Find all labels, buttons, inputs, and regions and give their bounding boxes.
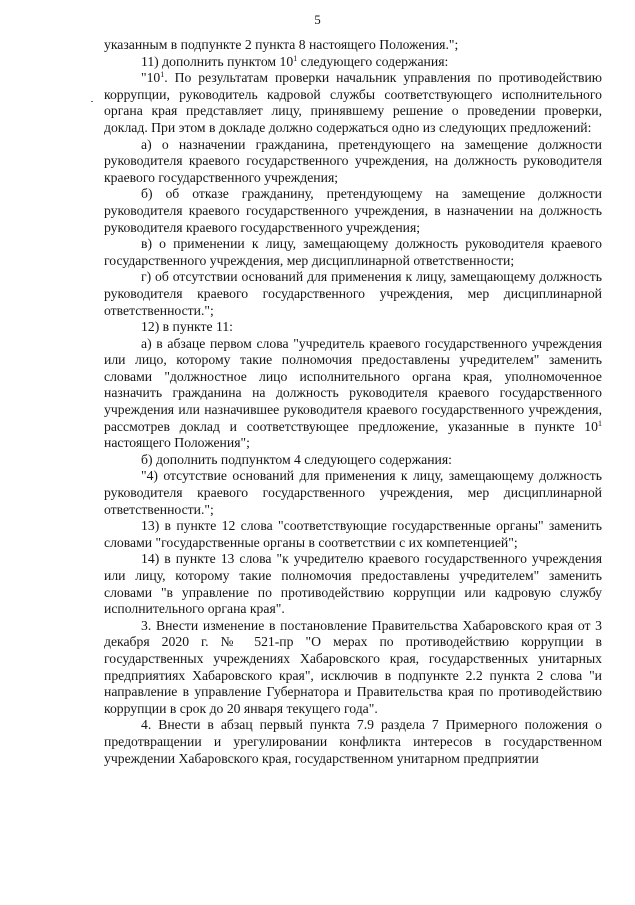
paragraph: "$10^1$. По результатам проверки начальник управления по противодействию коррупции, руководитель кадровой службы соответствующего исполнительного органа края представляет лицу, принявшему решение о проведении проверки, доклад. При этом в докладе должно содержаться одно из следующих предложений: <box>104 70 602 135</box>
paragraph: 13) в пункте 12 слова "соответствующие государственные органы" заменить словами "государственные органы в соответствии с их компетенцией"; <box>104 518 602 550</box>
paragraph: 3. Внести изменение в постановление Правительства Хабаровского края от 3 декабря 2020 г. № 521-пр "О мерах по противодействию коррупции в государственных учреждениях Хабаровского края, государственных унитарных предприятиях Хабаровского края", исключив в подпункте 2.2 пункта 2 слова "и направление в управление Губернатора и Правительства края по противодействию коррупции в срок до 20 января текущего года". <box>104 617 602 716</box>
document-body <box>104 37 602 767</box>
paragraph: "4) отсутствие оснований для применения к лицу, замещающему должность руководителя краевого государственного учреждения, мер дисциплинарной ответственности."; <box>104 468 602 517</box>
paragraph: 12) в пункте 11: <box>141 319 233 335</box>
paragraph: 4. Внести в абзац первый пункта 7.9 раздела 7 Примерного положения о предотвращении и урегулировании конфликта интересов в государственном учреждении Хабаровского края, государственном унитарном предприятии <box>104 717 602 766</box>
superscript: 1 <box>598 418 602 428</box>
paragraph: указанным в подпункте 2 пункта 8 настоящего Положения."; <box>104 37 459 52</box>
superscript: 1 <box>293 53 298 63</box>
paragraph: б) дополнить подпунктом 4 следующего содержания: <box>141 451 452 467</box>
paragraph: а) в абзаце первом слова "учредитель краевого государственного учреждения или лицо, которому такие полномочия предоставлены учредителем" заменить словами "должностное лицо исполнительного органа края, уполномоченное назначить гражданина на должность руководителя краевого государственного учреждения или назначившее руководителя краевого государственного учреждения, рассмотрев доклад и соответствующее предложение, указанные в пункте $10^1$ настоящего Положения"; <box>104 335 602 451</box>
page-number: 5 <box>314 12 321 27</box>
superscript: 1 <box>160 70 165 80</box>
paragraph: в) о применении к лицу, замещающему должность руководителя краевого государственного учреждения, мер дисциплинарной ответственности; <box>104 236 602 268</box>
paragraph: б) об отказе гражданину, претендующему на замещение должности руководителя краевого государственного учреждения, в назначении на должность руководителя краевого государственного учреждения; <box>104 186 602 235</box>
paragraph: а) о назначении гражданина, претендующего на замещение должности руководителя краевого государственного учреждения, на должность руководителя краевого государственного учреждения; <box>104 136 602 185</box>
paragraph: 14) в пункте 13 слова "к учредителю краевого государственного учреждения или лицу, которому такие полномочия предоставлены учредителем" заменить словами "в управление по противодействию коррупции или кадровую службу исполнительного органа края". <box>104 551 602 617</box>
paragraph: г) об отсутствии оснований для применения к лицу, замещающему должность руководителя краевого государственного учреждения, мер дисциплинарной ответственности."; <box>104 269 602 318</box>
paragraph: 11) дополнить пунктом $10^1$ следующего содержания: <box>141 53 449 69</box>
scan-mark <box>91 101 93 102</box>
